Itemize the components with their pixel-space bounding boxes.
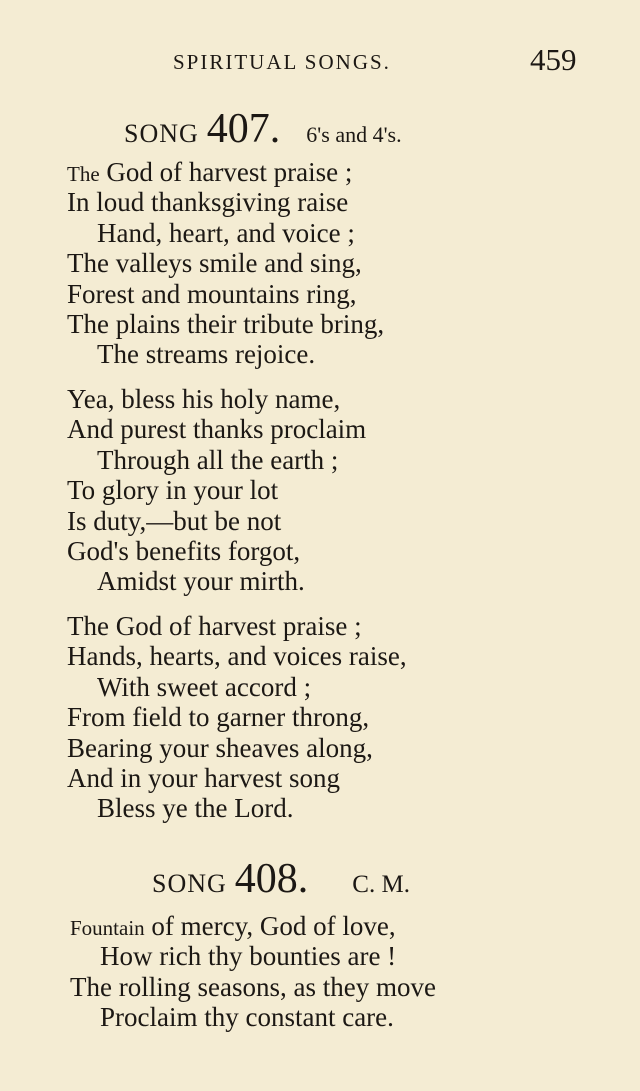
verse-line: How rich thy bounties are ! [100, 941, 397, 972]
running-title: SPIRITUAL SONGS. [173, 50, 391, 74]
song-meter: C. M. [352, 871, 410, 898]
verse-line: Amidst your mirth. [97, 566, 305, 597]
verse-line: Is duty,—but be not [67, 505, 282, 536]
song-407-stanza-2 [67, 384, 366, 597]
verse-line: Hand, heart, and voice ; [97, 217, 355, 248]
verse-line: To glory in your lot [67, 475, 279, 506]
small-caps-opening: The [67, 162, 100, 186]
song-label: SONG [124, 119, 199, 148]
song-407-stanza-3 [67, 611, 407, 824]
verse-line: The valleys smile and sing, [67, 248, 362, 279]
song-number: 407. [206, 106, 281, 152]
verse-line: The streams rejoice. [97, 339, 316, 370]
verse-line: In loud thanksgiving raise [67, 187, 349, 218]
song-number: 408. [234, 856, 309, 902]
verse-line: Bless ye the Lord. [97, 793, 294, 824]
verse-line: Hands, hearts, and voices raise, [67, 641, 407, 672]
verse-line [67, 157, 384, 187]
line-text: God of harvest praise ; [99, 157, 353, 187]
verse-line: Forest and mountains ring, [67, 278, 357, 309]
song-408-stanza-1 [70, 911, 436, 1033]
verse-line: God's benefits forgot, [67, 535, 301, 566]
song-407-heading [124, 105, 402, 153]
verse-line: The rolling seasons, as they move [70, 971, 436, 1002]
small-caps-opening: Fountain [70, 916, 145, 940]
song-407-stanza-1 [67, 157, 384, 370]
verse-line: Bearing your sheaves along, [67, 732, 373, 763]
verse-line: And in your harvest song [67, 762, 340, 793]
song-408-heading [152, 855, 410, 903]
verse-line: Yea, bless his holy name, [67, 384, 341, 414]
page-number: 459 [530, 42, 577, 77]
line-text: of mercy, God of love, [144, 911, 396, 941]
verse-line [70, 911, 436, 941]
verse-line: Proclaim thy constant care. [100, 1002, 394, 1033]
song-label: SONG [152, 869, 227, 898]
verse-line: The God of harvest praise ; [67, 611, 362, 641]
verse-line: The plains their tribute bring, [67, 308, 385, 339]
verse-line: With sweet accord ; [97, 671, 312, 702]
song-meter: 6's and 4's. [306, 122, 402, 147]
verse-line: Through all the earth ; [97, 444, 339, 475]
verse-line: From field to garner throng, [67, 702, 370, 733]
verse-line: And purest thanks proclaim [67, 414, 367, 445]
